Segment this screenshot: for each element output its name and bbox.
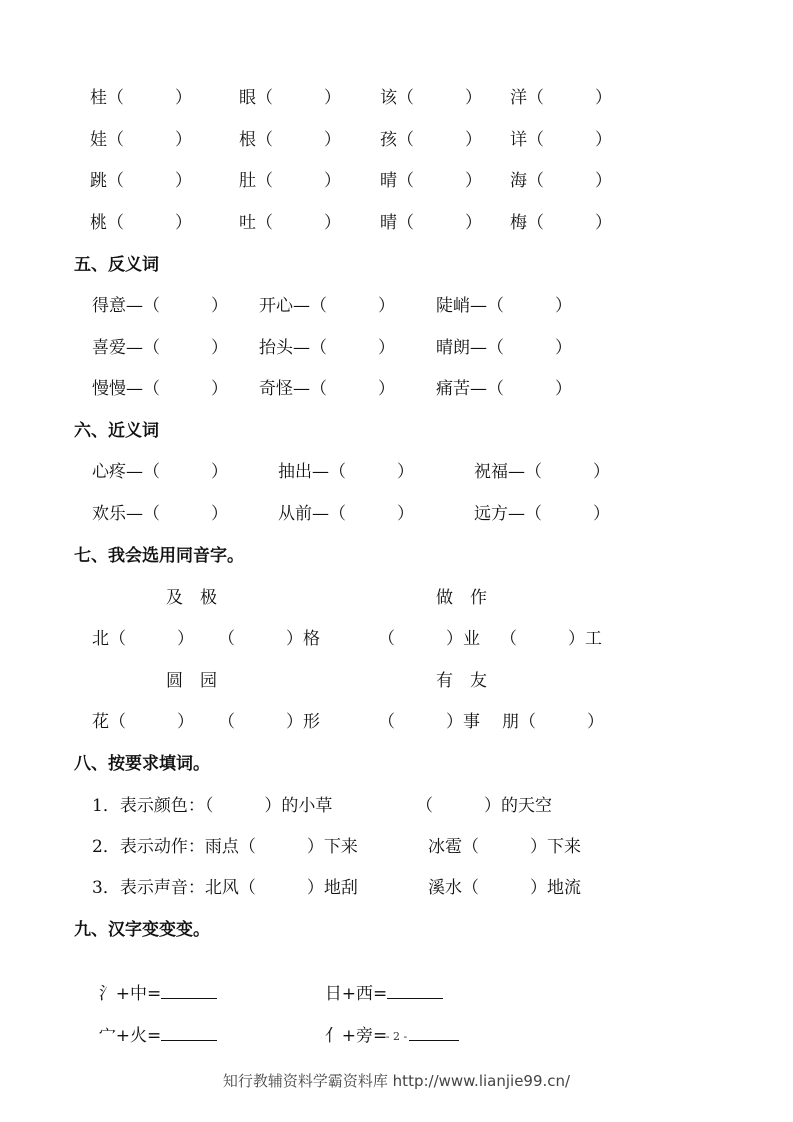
- combine-item: [314, 960, 443, 1005]
- homophone-item: 花（ ）: [92, 712, 194, 732]
- fill-item: 冰雹（ ）下来: [428, 837, 581, 857]
- char-item: 根（ ）: [239, 130, 341, 150]
- combine-item: [88, 960, 217, 1005]
- fill-item: 溪水（ ）地流: [428, 878, 581, 898]
- synonym-item: 抽出—（ ）: [278, 462, 414, 482]
- fill-item: （ ）的天空: [416, 796, 552, 816]
- char-item: 孩（ ）: [380, 130, 482, 150]
- synonym-item: 心疼—（ ）: [92, 462, 228, 482]
- answer-blank: [387, 982, 443, 999]
- combine-formula: 氵+中=: [98, 984, 162, 1004]
- char-item: 吐（ ）: [239, 213, 341, 233]
- antonym-item: 慢慢—（ ）: [92, 379, 228, 399]
- combine-formula: 宀+火=: [98, 1026, 162, 1046]
- char-item: 跳（ ）: [90, 171, 192, 191]
- homophone-item: 朋（ ）: [502, 712, 604, 732]
- section-heading-synonyms: 六、近义词: [74, 421, 159, 441]
- synonym-item: 远方—（ ）: [474, 504, 610, 524]
- char-item: 晴（ ）: [380, 171, 482, 191]
- homophone-pair: 圆 园: [166, 671, 217, 691]
- antonym-item: 开心—（ ）: [259, 296, 395, 316]
- homophone-item: （ ）事: [378, 712, 480, 732]
- antonym-item: 抬头—（ ）: [259, 338, 395, 358]
- antonym-item: 奇怪—（ ）: [259, 379, 395, 399]
- char-item: 桃（ ）: [90, 213, 192, 233]
- char-item: 梅（ ）: [510, 213, 612, 233]
- fill-item: 2．表示动作：雨点（ ）下来: [92, 837, 358, 857]
- antonym-item: 喜爱—（ ）: [92, 338, 228, 358]
- synonym-item: 祝福—（ ）: [474, 462, 610, 482]
- homophone-pair: 做 作: [436, 588, 487, 608]
- answer-blank: [161, 982, 217, 999]
- char-item: 桂（ ）: [90, 88, 192, 108]
- homophone-item: （ ）业: [378, 629, 480, 649]
- char-item: 晴（ ）: [380, 213, 482, 233]
- fill-item: 3．表示声音：北风（ ）地刮: [92, 878, 358, 898]
- section-heading-char-combine: 九、汉字变变变。: [74, 920, 210, 940]
- homophone-item: （ ）工: [500, 629, 602, 649]
- antonym-item: 痛苦—（ ）: [436, 379, 572, 399]
- antonym-item: 陡峭—（ ）: [436, 296, 572, 316]
- antonym-item: 得意—（ ）: [92, 296, 228, 316]
- char-item: 肚（ ）: [239, 171, 341, 191]
- char-item: 海（ ）: [510, 171, 612, 191]
- page-number: - 2 -: [385, 1030, 408, 1043]
- char-item: 娃（ ）: [90, 130, 192, 150]
- homophone-pair: 及 极: [166, 588, 217, 608]
- section-heading-antonyms: 五、反义词: [74, 255, 159, 275]
- synonym-item: 从前—（ ）: [278, 504, 414, 524]
- antonym-item: 晴朗—（ ）: [436, 338, 572, 358]
- section-heading-fill-words: 八、按要求填词。: [74, 754, 210, 774]
- char-item: 详（ ）: [510, 130, 612, 150]
- char-item: 洋（ ）: [510, 88, 612, 108]
- fill-item: 1．表示颜色：（ ）的小草: [92, 796, 333, 816]
- combine-formula: 日+西=: [324, 984, 388, 1004]
- homophone-item: （ ）格: [218, 629, 320, 649]
- homophone-item: 北（ ）: [92, 629, 194, 649]
- combine-formula: 亻+旁=: [324, 1026, 388, 1046]
- synonym-item: 欢乐—（ ）: [92, 504, 228, 524]
- homophone-item: （ ）形: [218, 712, 320, 732]
- char-item: 眼（ ）: [239, 88, 341, 108]
- section-heading-homophones: 七、我会选用同音字。: [74, 546, 244, 566]
- footer-watermark: 知行教辅资料学霸资料库 http://www.lianjie99.cn/: [222, 1072, 571, 1090]
- homophone-pair: 有 友: [436, 671, 487, 691]
- char-item: 该（ ）: [380, 88, 482, 108]
